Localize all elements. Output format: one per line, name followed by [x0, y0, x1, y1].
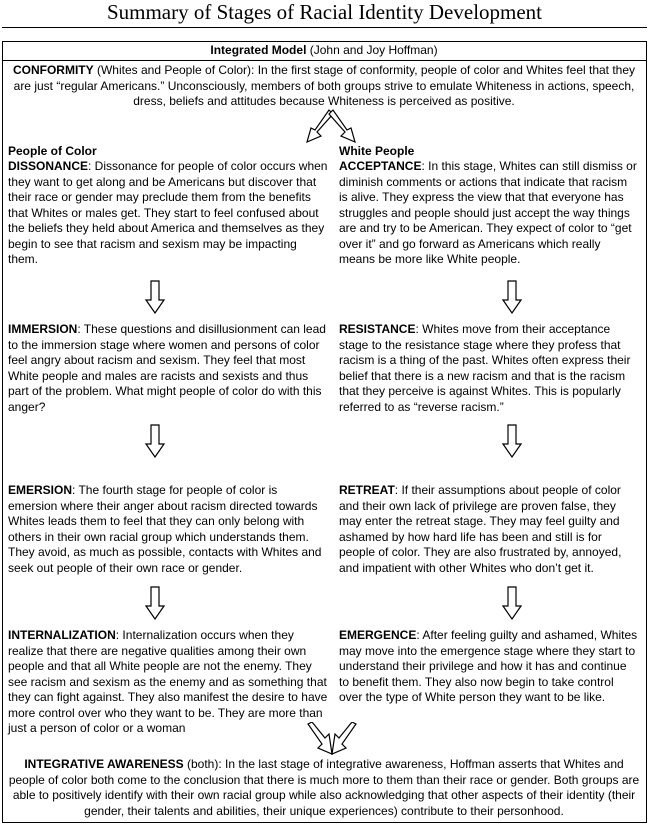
model-name: Integrated Model: [210, 43, 307, 57]
stage-acceptance: ACCEPTANCE: In this stage, Whites can still dismiss or diminish comments or actions that indicate that racism is alive. They express the view that that everyone has struggles and people should just accept the way things are and try to be American. They expect of color to “get over it” and go forward as Americans which really means be more like White people.: [339, 159, 637, 266]
stage-emersion: EMERSION: The fourth stage for people of color is emersion where their anger about racism directed towards Whites leads them to feel that they can only belong with others in their own racial group which understands them. They avoid, as much as possible, contacts with Whites and seek out people of their own race or gender.: [8, 483, 322, 575]
column-header-poc: People of Color: [8, 144, 97, 158]
stage-emergence: EMERGENCE: After feeling guilty and ashamed, Whites may move into the emergence stage where they start to understand their privilege and how it has and continue to benefit them. They also now begin to take control over the type of White person they want to be like.: [339, 628, 638, 704]
stage-dissonance: DISSONANCE: Dissonance for people of color occurs when they want to get along and be Americans but discover that their race or gender may preclude them from the benefits that Whites or males get. They start to feel confused about the beliefs they held about America and themselves as they begin to see that racism and sexism may be impacting them.: [8, 159, 328, 266]
stage-text: (both): In the last stage of integrative awareness, Hoffman asserts that Whites and people of color both come to the conclusion that there is much more to them than their race or gender. Both groups are able to positively identify with their own racial group while also acknowledging that other aspects of their identity (their gender, their talents and abilities, their unique experiences) contribute to their personhood.: [8, 757, 640, 818]
conformity-stage: [8, 63, 640, 110]
stage-text: (Whites and People of Color): In the first stage of conformity, people of color and Whites feel that they are just “regular Americans.” Unconsciously, members of both groups strive to emulate Whiteness in actions, speech, dress, beliefs and attitudes because Whiteness is perceived as positive.: [13, 63, 636, 108]
stage-heading: CONFORMITY: [12, 63, 94, 77]
model-header: [2, 43, 646, 59]
down-arrow-icon: [145, 424, 165, 458]
down-arrow-icon: [145, 586, 165, 620]
page-title: Summary of Stages of Racial Identity Development: [106, 0, 543, 24]
model-authors: (John and Joy Hoffman): [309, 43, 438, 57]
column-header-white: White People: [339, 144, 415, 158]
stage-retreat: RETREAT: If their assumptions about people of color and their own lack of privilege are proven false, they may enter the retreat stage. They may feel guilty and ashamed by how hard life has been and still is for people of color. They are also frustrated by, annoyed, and impatient with other Whites who don’t get it.: [339, 483, 622, 575]
stage-immersion: IMMERSION: These questions and disillusionment can lead to the immersion stage where women and persons of color feel angry about racism and sexism. They feel that most White people and males are racists and sexists and thus part of the problem. What might people of color do with this anger?: [8, 322, 326, 414]
integrative-awareness-stage: [8, 757, 640, 819]
stage-heading: INTEGRATIVE AWARENESS: [24, 757, 184, 771]
down-arrow-icon: [145, 280, 165, 314]
stage-internalization: INTERNALIZATION: Internalization occurs when they realize that there are negative qualities among their own people and that all White people are not the enemy. They see racism and sexism as the enemy and as something that they can fight against. They also manifest the desire to have more control over who they want to be. They are more than just a person of color or a woman: [8, 628, 328, 735]
down-arrow-icon: [502, 586, 522, 620]
down-arrow-icon: [502, 280, 522, 314]
diverging-arrows-icon: [304, 108, 358, 146]
title-underline: [2, 27, 647, 28]
stage-resistance: RESISTANCE: Whites move from their acceptance stage to the resistance stage where they profess that racism is a thing of the past. Whites often express their belief that there is a new racism and that is the racism that they perceive is against Whites. This is popularly referred to as “reverse racism.”: [339, 322, 631, 414]
down-arrow-icon: [502, 424, 522, 458]
converging-arrows-icon: [305, 722, 359, 758]
